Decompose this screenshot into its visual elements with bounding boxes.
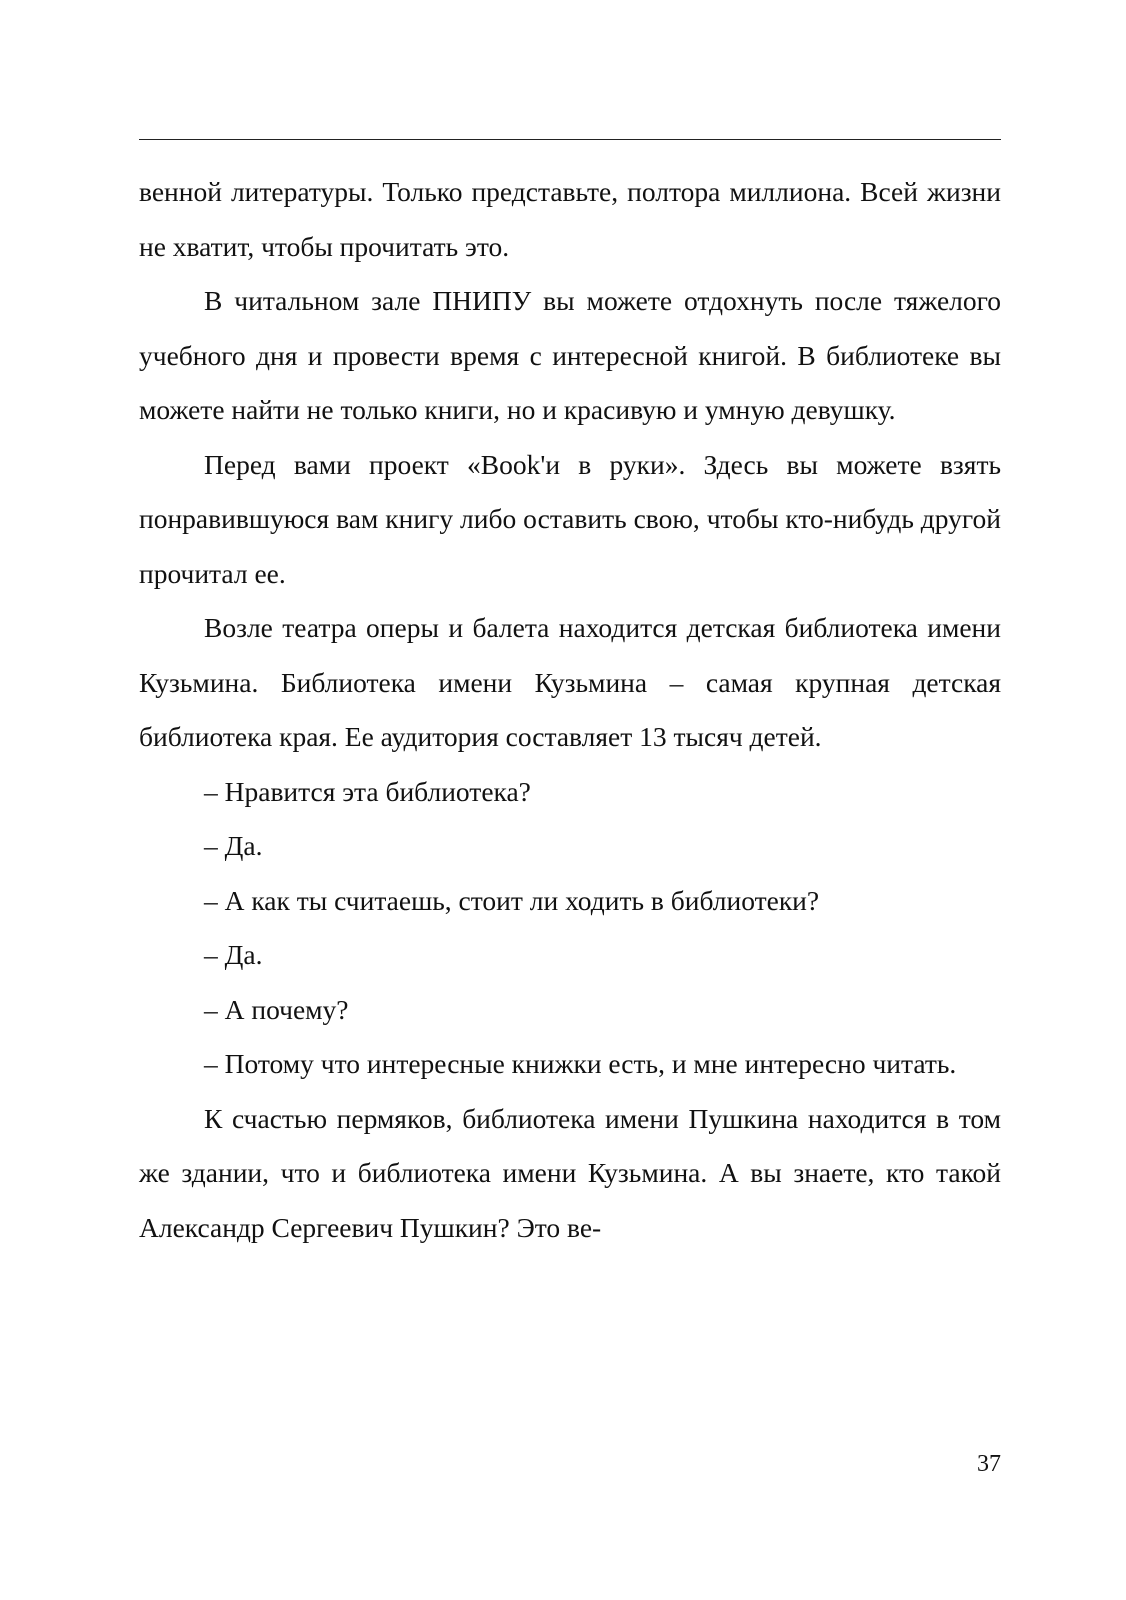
page-number: 37 [977,1451,1001,1477]
paragraph-3: Перед вами проект «Book'и в руки». Здесь вы можете взять понравившуюся вам книгу либо оставить свою, чтобы кто-нибудь другой прочитал ее. [139,448,1001,589]
dialogue-line-2: – Да. [204,830,263,861]
body-text [139,165,1001,1255]
dialogue-line-4: – Да. [204,939,263,970]
paragraph-2: В читальном зале ПНИПУ вы можете отдохнуть после тяжелого учебного дня и провести время с интересной книгой. В библиотеке вы можете найти не только книги, но и красивую и умную девушку. [139,285,1001,425]
paragraph-5: К счастью пермяков, библиотека имени Пушкина находится в том же здании, что и библиотека имени Кузьмина. А вы знаете, кто такой Александр Сергеевич Пушкин? Это ве- [139,1102,1001,1243]
dialogue-line-5: – А почему? [204,993,349,1025]
header-rule [139,139,1001,140]
paragraph-4: Возле театра оперы и балета находится детская библиотека имени Кузьмина. Библиотека имени Кузьмина – самая крупная детская библиотека края. Ее аудитория составляет 13 тысяч детей. [139,612,1001,752]
dialogue-line-6: – Потому что интересные книжки есть, и мне интересно читать. [204,1048,957,1079]
dialogue-line-1: – Нравится эта библиотека? [204,775,531,807]
paragraph-1: венной литературы. Только представьте, полтора миллиона. Всей жизни не хватит, чтобы прочитать это. [139,176,1001,262]
dialogue-line-3: – А как ты считаешь, стоит ли ходить в библиотеки? [204,884,820,916]
